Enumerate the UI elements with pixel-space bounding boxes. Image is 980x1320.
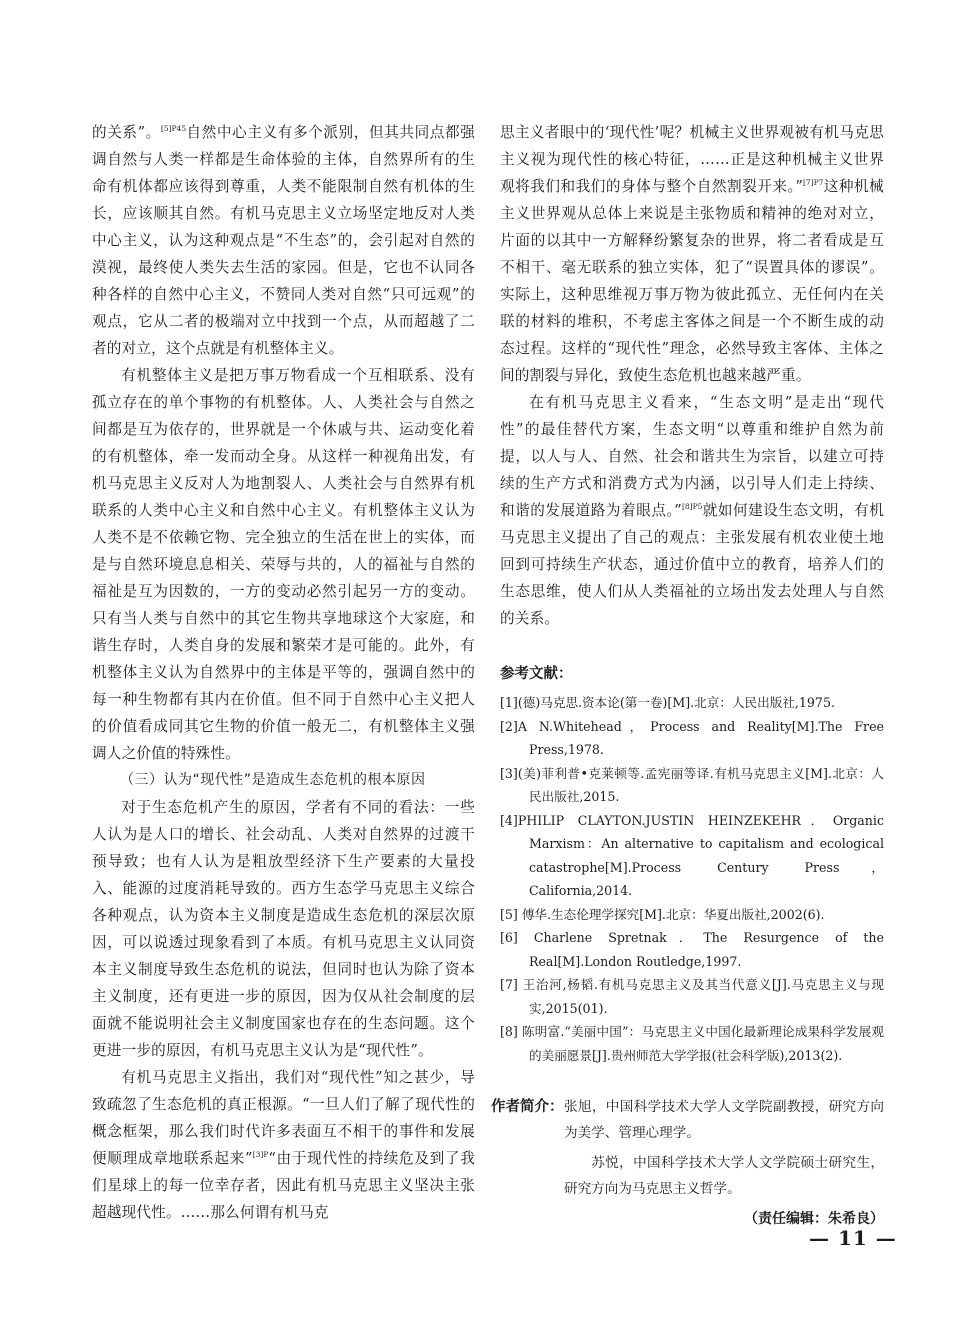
reference-item: [5] 傅华.生态伦理学探究[M].北京：华夏出版社,2002(6).	[500, 906, 825, 922]
paragraph-text: 自然中心主义有多个派别，但其共同点都强调自然与人类一样都是生命体验的主体，自然界所有的生命有机体都应该得到尊重，人类不能限制自然有机体的生长，应该顺其自然。有机马克思主义立场坚定地反对人类中心主义，认为这种观点是“不生态”的，会引起对自然的漠视，最终使人类失去生活的家园。但是，它也不认同各种各样的自然中心主义，不赞同人类对自然“只可远观”的观点，它从二者的极端对立中找到一个点，从而超越了二者的对立，这个点就是有机整体主义。	[92, 124, 475, 357]
citation-superscript: [5]P45	[160, 124, 187, 133]
body-paragraph	[500, 119, 884, 389]
left-column	[92, 119, 475, 1226]
reference-item: [8] 陈明富.“美丽中国”：马克思主义中国化最新理论成果科学发展观的美丽愿景[J].贵州师范大学学报(社会科学版),2013(2).	[500, 1024, 884, 1063]
author-bio: 张旭，中国科学技术大学人文学院副教授，研究方向为美学、管理心理学。	[564, 1099, 884, 1141]
citation-superscript: [3]P	[252, 1150, 269, 1159]
author-bio: 苏悦，中国科学技术大学人文学院硕士研究生，研究方向为马克思主义哲学。	[564, 1155, 884, 1197]
body-paragraph: 对于生态危机产生的原因，学者有不同的看法：一些人认为是人口的增长、社会动乱、人类对自然界的过渡干预导致；也有人认为是粗放型经济下生产要素的大量投入、能源的过度消耗导致的。西方生态学马克思主义综合各种观点，认为资本主义制度是造成生态危机的深层次原因，可以说透过现象看到了本质。有机马克思主义认同资本主义制度导致生态危机的说法，但同时也认为除了资本主义制度，还有更进一步的原因，因为仅从社会制度的层面就不能说明社会主义制度国家也存在的生态问题。这个更进一步的原因，有机马克思主义认为是“现代性”。	[92, 799, 475, 1059]
paragraph-text: 在有机马克思主义看来，“生态文明”是走出“现代性”的最佳替代方案，生态文明“以尊重和维护自然为前提，以人与人、自然、社会和谐共生为宗旨，以建立可持续的生产方式和消费方式为内涵，以引导人们走上持续、和谐的发展道路为着眼点。”	[500, 394, 884, 519]
reference-item: [2]A N.Whitehead，Process and Reality[M].The Free Press,1978.	[500, 718, 884, 757]
section-subheading: （三）认为“现代性”是造成生态危机的根本原因	[120, 772, 426, 788]
reference-item: [6] Charlene Spretnak．The Resurgence of the Real[M].London Routledge,1997.	[500, 930, 884, 969]
body-paragraph: 有机整体主义是把万事万物看成一个互相联系、没有孤立存在的单个事物的有机整体。人、人类社会与自然之间都是互为依存的，世界就是一个休戚与共、运动变化着的有机整体，牵一发而动全身。从这样一种视角出发，有机马克思主义反对人为地割裂人、人类社会与自然界有机联系的人类中心主义和自然中心主义。有机整体主义认为人类不是不依赖它物、完全独立的生活在世上的实体，而是与自然环境息息相关、荣辱与共的，人的福祉与自然的福祉是互为因数的，一方的变动必然引起另一方的变动。只有当人类与自然中的其它生物共享地球这个大家庭，和谐生存时，人类自身的发展和繁荣才是可能的。此外，有机整体主义认为自然界中的主体是平等的，强调自然中的每一种生物都有其内在价值。但不同于自然中心主义把人的价值看成同其它生物的价值一般无二，有机整体主义强调人之价值的特殊性。	[92, 367, 475, 762]
author-info	[491, 1094, 884, 1202]
paragraph-text: 这种机械主义世界观从总体上来说是主张物质和精神的绝对对立，片面的以其中一方解释纷繁复杂的世界，将二者看成是互不相干、毫无联系的独立实体，犯了“误置具体的谬误”。实际上，这种思维视万事万物为彼此孤立、无任何内在关联的材料的堆积，不考虑主客体之间是一个不断生成的动态过程。这样的“现代性”理念，必然导致主客体、主体之间的割裂与异化，致使生态危机也越来越严重。	[500, 178, 884, 384]
body-paragraph	[500, 389, 884, 632]
paragraph-text: 思主义者眼中的‘现代性’呢？机械主义世界观被有机马克思主义视为现代性的核心特征，……正是这种机械主义世界观将我们和我们的身体与整个自然割裂开来。”	[500, 124, 884, 195]
author-label: 作者简介：	[491, 1099, 564, 1115]
paragraph-text: 的关系”。	[92, 124, 161, 141]
paragraph-text: “由于现代性的持续危及到了我们星球上的每一位幸存者，因此有机马克思主义坚决主张超越现代性。……那么何谓有机马克	[92, 1150, 475, 1221]
right-column	[491, 119, 884, 1232]
page-number: — 11 —	[809, 1226, 897, 1250]
editor-credit: （责任编辑：朱希良）	[744, 1211, 884, 1227]
reference-item: [1](德)马克思.资本论(第一卷)[M].北京：人民出版社,1975.	[500, 695, 835, 710]
references-list	[500, 691, 884, 1067]
reference-item: [7] 王治河,杨韬.有机马克思主义及其当代意义[J].马克思主义与现实,2015(01).	[500, 977, 884, 1016]
body-paragraph	[92, 119, 475, 362]
paragraph-text: 有机马克思主义指出，我们对“现代性”知之甚少，导致疏忽了生态危机的真正根源。“一旦人们了解了现代性的概念框架，那么我们时代许多表面互不相干的事件和发展便顺理成章地联系起来”	[92, 1069, 475, 1167]
citation-superscript: [8]P5	[681, 502, 703, 511]
paragraph-text: 就如何建设生态文明，有机马克思主义提出了自己的观点：主张发展有机农业使土地回到可持续生产状态，通过价值中立的教育，培养人们的生态思维，使人们从人类福祉的立场出发去处理人与自然的关系。	[500, 502, 884, 627]
reference-item: [3](美)菲利普•克莱顿等.孟宪丽等译.有机马克思主义[M].北京：人民出版社,2015.	[500, 765, 884, 804]
body-paragraph	[92, 1064, 475, 1226]
citation-superscript: [7]P7	[803, 178, 824, 187]
references-title: 参考文献：	[500, 666, 573, 682]
reference-item: [4]PHILIP CLAYTON.JUSTIN HEINZEKEHR．Organic Marxism：An alternative to capitalism and ecological catastrophe[M].Process Century Press，California,2014.	[500, 812, 884, 898]
